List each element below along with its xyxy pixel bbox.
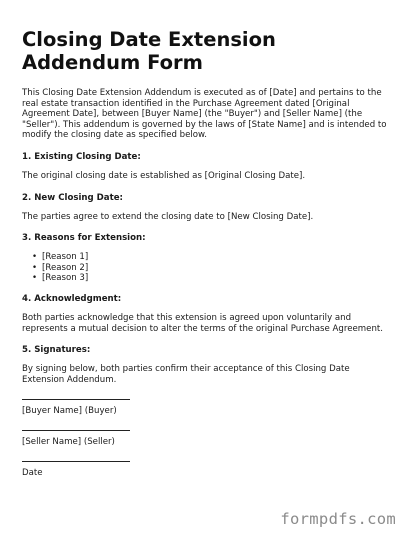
signature-line[interactable] xyxy=(22,430,130,431)
watermark: formpdfs.com xyxy=(280,510,396,528)
section-existing-closing-date xyxy=(22,152,394,182)
section-text: The parties agree to extend the closing date to [New Closing Date]. xyxy=(22,211,314,222)
section-reasons xyxy=(22,233,394,284)
signature-label: [Seller Name] (Seller) xyxy=(22,436,115,447)
list-item: • [Reason 3] xyxy=(42,273,394,284)
signature-line[interactable] xyxy=(22,461,130,462)
reasons-list xyxy=(22,252,394,284)
section-text: Both parties acknowledge that this extension is agreed upon voluntarily and represents a mutual decision to alter the terms of the original Purchase Agreement. xyxy=(22,312,383,334)
section-text: The original closing date is established as [Original Closing Date]. xyxy=(22,170,306,181)
section-acknowledgment xyxy=(22,294,394,334)
section-new-closing-date xyxy=(22,193,394,223)
section-heading: 3. Reasons for Extension: xyxy=(22,233,146,244)
document-page xyxy=(22,28,394,478)
section-heading: 5. Signatures: xyxy=(22,345,91,356)
section-signatures xyxy=(22,345,394,385)
signature-label: Date xyxy=(22,467,43,478)
document-title: Closing Date Extension Addendum Form xyxy=(22,28,276,74)
list-item: • [Reason 2] xyxy=(42,263,394,274)
section-heading: 2. New Closing Date: xyxy=(22,192,123,203)
list-item: • [Reason 1] xyxy=(42,252,394,263)
section-heading: 4. Acknowledgment: xyxy=(22,293,122,304)
section-heading: 1. Existing Closing Date: xyxy=(22,151,141,162)
intro-paragraph: This Closing Date Extension Addendum is executed as of [Date] and pertains to the real estate transaction identified in the Purchase Agreement dated [Original Agreement Date], between [Buyer Name] (the "Buyer") and [Seller Name] (the "Seller"). This addendum is governed by the laws of [State Name] and is intended to modify the closing date as specified below. xyxy=(22,88,387,141)
signature-label: [Buyer Name] (Buyer) xyxy=(22,406,117,417)
signature-line[interactable] xyxy=(22,399,130,400)
section-text: By signing below, both parties confirm their acceptance of this Closing Date Extension Addendum. xyxy=(22,364,350,385)
signature-block xyxy=(22,399,394,478)
